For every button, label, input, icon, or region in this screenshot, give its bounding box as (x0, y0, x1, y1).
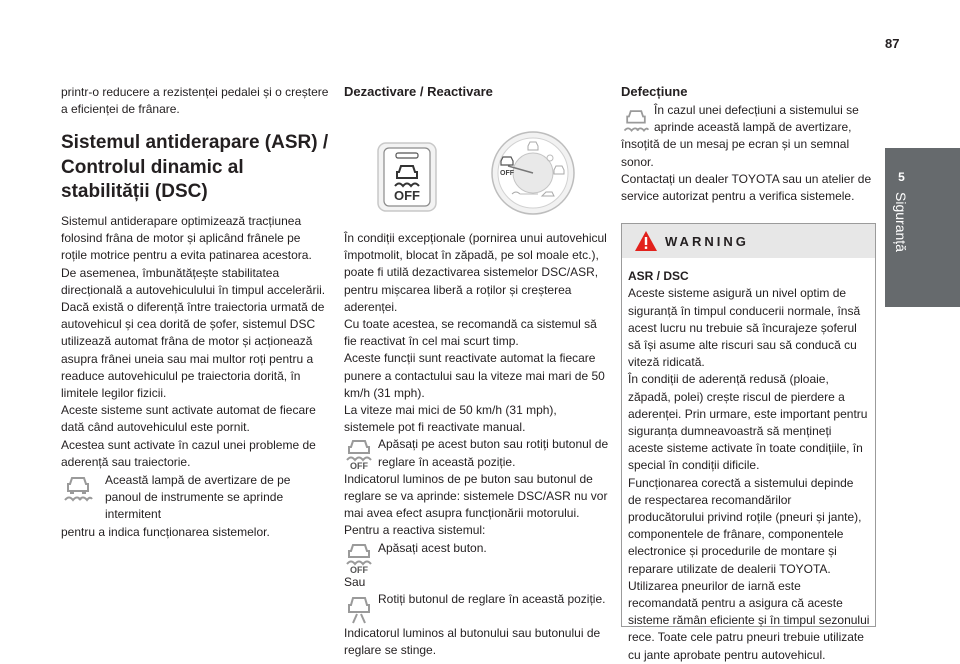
press-text: Apăsați acest buton. (378, 540, 487, 555)
warning-text: Aceste sisteme asigură un nivel optim de siguranță în timpul conducerii normale, însă acest lucru nu trebuie să încurajeze șoferul să își asume alte riscuri sau să conducă cu viteză ridicată. În condiții de aderență redusă (ploaie, zăpadă, polei) crește riscul de pierdere a aderenței. Prin urmare, este important pentru siguranța dumneavoastră să mențineți aceste sisteme activate în toate condițiile, în special în condiții dificile. Funcționarea corectă a sistemului depinde de respectarea recomandărilor producătorului privind roțile (pneuri și jante), componentele de frânare, componentele electronice și procedurile de montare și reparare utilizate de dealerii TOYOTA. Utilizarea pneurilor de iarnă este recomandată pentru a asigura că aceste sisteme rămân eficiente și în timpul sezonului rece. Toate cele patru pneuri trebuie utilizate cu jante aprobate pentru autovehicul. (628, 286, 870, 662)
lamp-note (61, 472, 329, 524)
press-note (344, 540, 610, 574)
lamp-note-continued: pentru a indica funcționarea sistemelor. (61, 524, 270, 539)
fault-note (621, 102, 876, 136)
page-number: 87 (885, 36, 900, 51)
indicator-off-text: Indicatorul luminos al butonului sau butonului de reglare se stinge. (344, 625, 601, 658)
fault-text: În cazul unei defecțiuni a sistemului se aprinde această lampă de avertizare, (654, 103, 859, 135)
lamp-note-text: Această lampă de avertizare de pe panoul de instrumente se aprinde intermitent (105, 472, 291, 522)
warning-header (622, 224, 875, 258)
section-heading-fault: Defecțiune (621, 84, 688, 99)
warning-triangle-icon (634, 230, 658, 257)
warning-box (621, 223, 876, 662)
intro-text: printr-o reducere a rezistenței pedalei și o creștere a eficienței de frânare. (61, 85, 329, 117)
skid-lamp-icon (621, 106, 651, 139)
chapter-number: 5 (898, 170, 905, 184)
turn-note (344, 591, 610, 625)
knob-off-label: OFF (500, 170, 514, 177)
drive-mode-knob-icon[interactable] (490, 130, 576, 221)
svg-text:OFF: OFF (350, 564, 368, 574)
deactivation-text: În condiții excepționale (pornirea unui autovehicul împotmolit, blocat în zăpadă, pe sol moale etc.), poate fi utilă dezactivarea sistemelor DSC/ASR, pentru mișcarea liberă a roților și creșterea aderenței. Cu toate acestea, se recomandă ca sistemul să fie reactivat în cel mai scurt timp. Aceste funcții sunt reactivate automat la fiecare punere a contactului sau la viteze mai mari de 50 km/h (31 mph). La viteze mai mici de 50 km/h (31 mph), sistemele pot fi reactivate manual. (344, 231, 607, 435)
press-or-turn-note (344, 436, 610, 470)
svg-text:OFF: OFF (350, 461, 368, 471)
press-or-turn-text: Apăsați pe acest buton sau rotiți butonul de reglare în această poziție. (378, 437, 609, 469)
chapter-tab[interactable] (885, 148, 960, 307)
turn-text: Rotiți butonul de reglare în această poziție. (378, 591, 606, 606)
section-heading-deactivation: Dezactivare / Reactivare (344, 84, 493, 99)
warning-subtitle: ASR / DSC (628, 269, 689, 284)
normal-mode-icon (344, 593, 374, 630)
off-label: OFF (394, 188, 420, 203)
column-1 (61, 84, 329, 541)
chapter-title: Siguranță (893, 192, 909, 252)
asr-dsc-description: Sistemul antiderapare optimizează tracțiunea folosind frâna de motor și aplicând frânele pe roțile motrice pentru a evita patinarea acestora. De asemenea, îmbunătățește stabilitatea direcțională a autovehiculului în timpul accelerării. Dacă există o diferență între traiectoria urmată de autovehicul și cea dorită de șofer, sistemul DSC utilizează automat frâna de motor și acționează asupra frânei uneia sau mai multor roți pentru a readuce autovehiculul pe traiectoria dorită, în limitele legilor fizicii. Aceste sisteme sunt activate automat de fiecare dată când autovehiculul este pornit. Acestea sunt activate în cazul unei probleme de aderență sau traiectorie. (61, 213, 326, 469)
fault-text-continued: însoțită de un mesaj pe ecran și un semnal sonor. Contactați un dealer TOYOTA sau un atelier de service autorizat pentru a verifica sistemele. (621, 137, 872, 204)
or-text: Sau (344, 574, 366, 589)
warning-title: WARNING (665, 234, 749, 250)
column-3 (621, 84, 876, 662)
skid-lamp-icon (61, 474, 95, 507)
illustration-controls (344, 100, 610, 218)
skid-off-button-icon[interactable] (377, 142, 437, 217)
skid-off-icon (344, 438, 374, 475)
section-heading-asr-dsc: Sistemul antiderapare (ASR) / Controlul dinamic al stabilității (DSC) (61, 132, 329, 203)
indicator-text: Indicatorul luminos de pe buton sau butonul de reglare se va aprinde: sistemele DSC/ASR nu vor mai avea efect asupra funcționării motorului. Pentru a reactiva sistemul: (344, 471, 608, 538)
column-2 (344, 84, 610, 659)
skid-off-icon (344, 542, 374, 579)
